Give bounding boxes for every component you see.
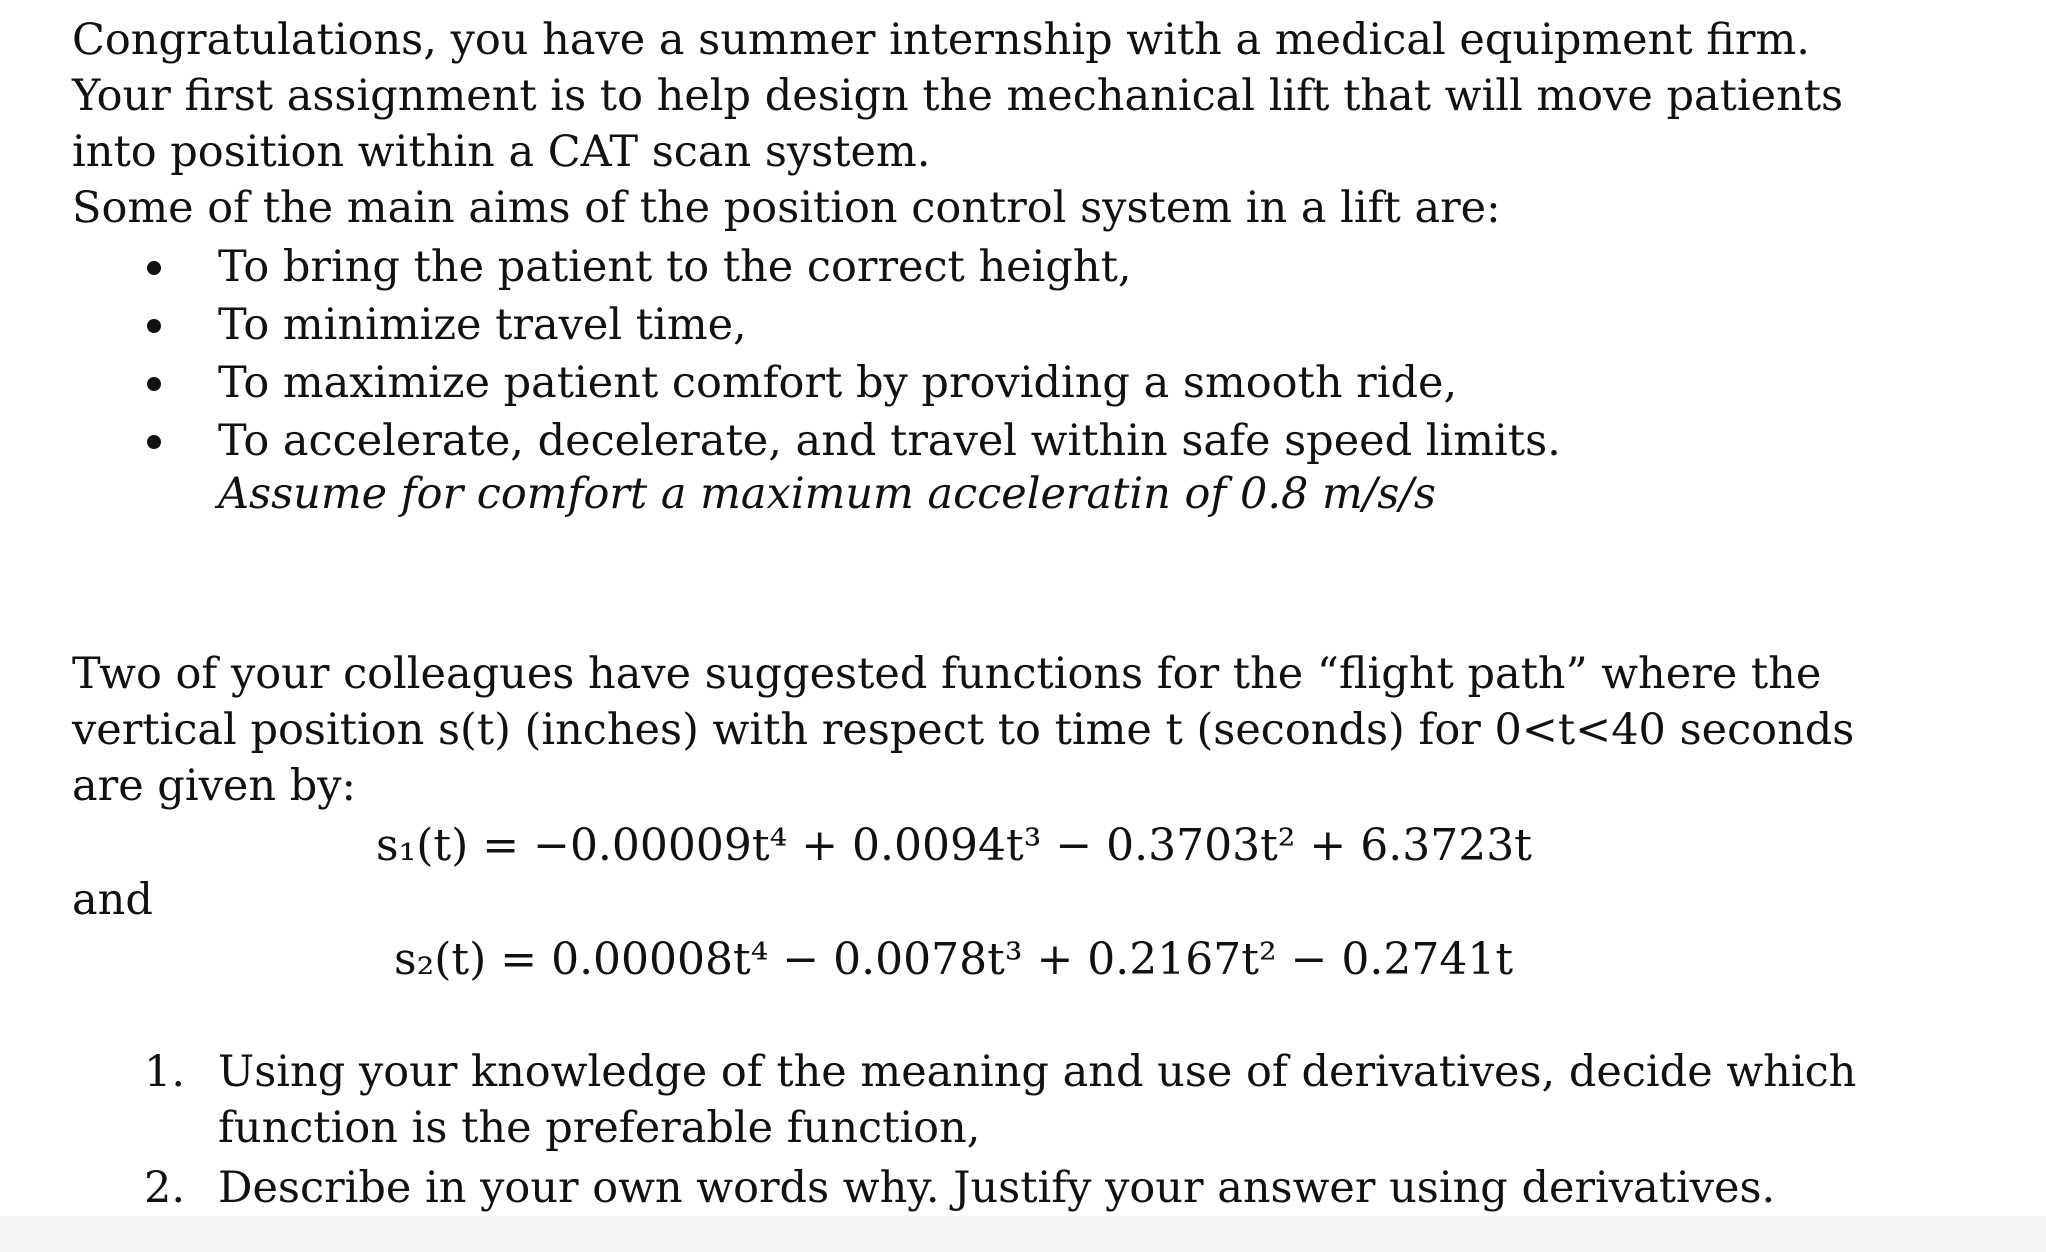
intro-line: Your first assignment is to help design the mechanical lift that will move patients — [72, 71, 1844, 121]
equation-s2: s₂(t) = 0.00008t⁴ − 0.0078t³ + 0.2167t² − 0.2741t — [394, 934, 1514, 985]
paragraph-line: vertical position s(t) (inches) with respect to time t (seconds) for 0<t<40 seconds — [72, 705, 1855, 755]
equation-s1: s₁(t) = −0.00009t⁴ + 0.0094t³ − 0.3703t² + 6.3723t — [376, 820, 1532, 871]
aims-list-item — [72, 296, 1972, 354]
aim-text: To maximize patient comfort by providing a smooth ride, — [218, 358, 1458, 408]
aims-list — [72, 238, 1972, 470]
aim-text: To minimize travel time, — [218, 300, 747, 350]
question-line: function is the preferable function, — [218, 1103, 981, 1153]
comfort-assumption: Assume for comfort a maximum acceleratin of 0.8 m/s/s — [218, 469, 1436, 519]
question-item — [72, 1160, 1972, 1216]
aim-text: To accelerate, decelerate, and travel within safe speed limits. — [218, 416, 1561, 466]
intro-paragraph — [72, 12, 1992, 236]
question-number: 2. — [144, 1163, 186, 1213]
aim-text: To bring the patient to the correct height, — [218, 242, 1132, 292]
question-line: Describe in your own words why. Justify your answer using derivatives. — [218, 1163, 1776, 1213]
question-number: 1. — [144, 1047, 186, 1097]
bullet-icon — [147, 435, 161, 449]
intro-line: Some of the main aims of the position control system in a lift are: — [72, 183, 1501, 233]
aims-list-item — [72, 412, 1972, 470]
paragraph-line: are given by: — [72, 761, 356, 811]
bullet-icon — [147, 319, 161, 333]
intro-line: Congratulations, you have a summer internship with a medical equipment firm. — [72, 15, 1810, 65]
bullet-icon — [147, 377, 161, 391]
equation-connector: and — [72, 875, 153, 925]
aims-list-item — [72, 238, 1972, 296]
page-bottom-edge — [0, 1216, 2046, 1252]
flight-path-paragraph — [72, 646, 1992, 814]
aims-list-item — [72, 354, 1972, 412]
intro-line: into position within a CAT scan system. — [72, 127, 931, 177]
question-item — [72, 1044, 1972, 1156]
paragraph-line: Two of your colleagues have suggested functions for the “flight path” where the — [72, 649, 1822, 699]
bullet-icon — [147, 261, 161, 275]
questions-list — [72, 1044, 1972, 1220]
question-line: Using your knowledge of the meaning and use of derivatives, decide which — [218, 1047, 1857, 1097]
